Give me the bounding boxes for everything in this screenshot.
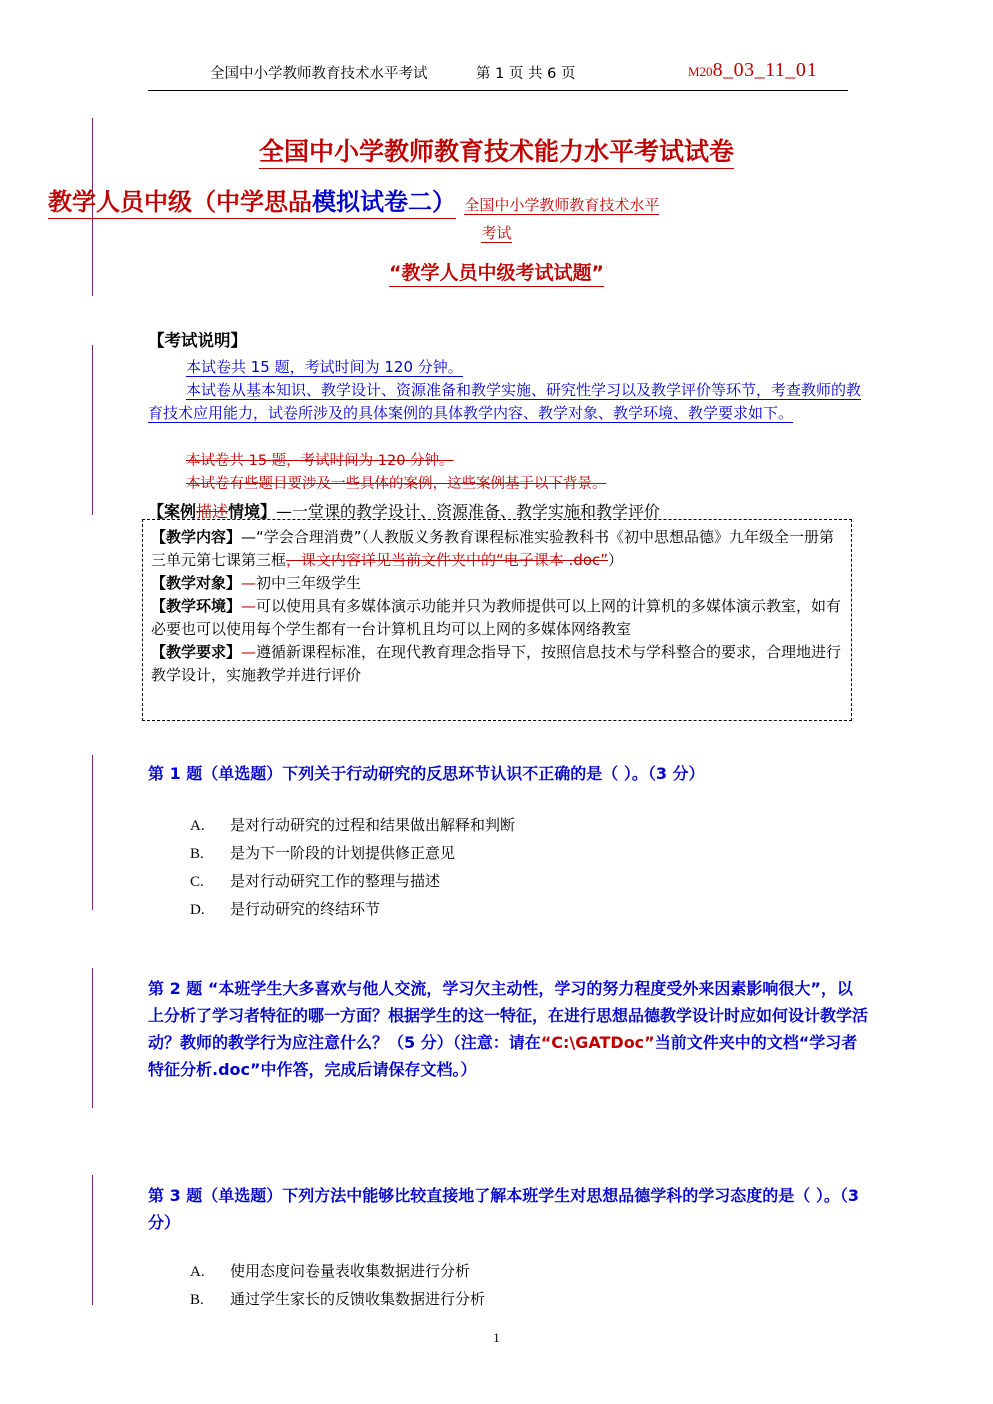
case-env-row <box>151 595 843 641</box>
subtitle-tail-second-line <box>0 222 993 243</box>
case-env-label: 【教学环境】 <box>151 597 242 615</box>
question-2-path: “C:\GATDoc” <box>540 1033 655 1052</box>
instructions-label: 【考试说明】 <box>148 331 247 350</box>
instructions-red-line-2 <box>148 473 868 495</box>
subtitle-line <box>48 182 948 217</box>
quoted-title <box>0 258 993 285</box>
header-rule <box>148 90 848 91</box>
header-code-main: 8_03_11_ <box>712 59 796 81</box>
list-item[interactable] <box>190 896 890 924</box>
case-req-dash: — <box>241 643 257 661</box>
case-object-label: 【教学对象】 <box>151 574 242 592</box>
case-content-row <box>151 526 843 572</box>
question-1-options <box>190 812 890 924</box>
instructions-blue-text-1: 本试卷共 15 题，考试时间为 120 分钟。 <box>186 358 463 376</box>
case-label-strikethrough: 描述 <box>196 502 229 521</box>
case-object-text: 初中三年级学生 <box>256 574 362 592</box>
case-content-text: —“学会合理消费”（人教版义务教育课程标准实验教科书《初中思想品德》九年级全一册第三单元第七课第三框 <box>151 528 835 569</box>
list-item[interactable] <box>190 1258 890 1286</box>
header-code-prefix: M20 <box>688 64 713 79</box>
case-env-dash: — <box>241 597 257 615</box>
option-text: 是行动研究的终结环节 <box>230 900 381 918</box>
question-3-text: 第 3 题（单选题）下列方法中能够比较直接地了解本班学生对思想品德学科的学习态度的是（ ）。（3 分） <box>148 1186 859 1232</box>
case-req-text: 遵循新课程标准，在现代教育理念指导下，按照信息技术与学科整合的要求，合理地进行教学设计，实施教学并进行评价 <box>151 643 842 684</box>
case-content-strike: ，课文内容详见当前文件夹中的“电子课本 .doc” <box>286 551 609 569</box>
list-item[interactable] <box>190 840 890 868</box>
header-code <box>688 59 818 82</box>
question-2-text-a: 第 2 题 “本班学生大多喜欢与他人交流，学习欠主动性，学习的努力程度受外来因素影响很大”，以上分析了学习者特征的哪一方面？根据学生的这一特征，在进行思想品德教学设计时应如何设计教学活动？教师的教学行为应注意什么？（5 分）（注意：请在 <box>148 979 869 1052</box>
case-req-row <box>151 641 843 687</box>
list-item[interactable] <box>190 868 890 896</box>
question-2-text-b: 当前文件夹中的文档“学习者特征分析.doc”中作答，完成后请保存文档。） <box>148 1033 858 1079</box>
case-dash: — <box>276 502 293 521</box>
list-item[interactable] <box>190 1286 890 1314</box>
subtitle-tail: 全国中小学教师教育技术水平 <box>464 196 660 214</box>
question-3-options <box>190 1258 890 1314</box>
option-label: D. <box>190 902 205 918</box>
header-code-tail: 01 <box>795 59 818 81</box>
case-env-text: 可以使用具有多媒体演示功能并只为教师提供可以上网的计算机的多媒体演示教室，如有必要也可以使用每个学生都有一台计算机且均可以上网的多媒体网络教室 <box>151 597 842 638</box>
case-object-row <box>151 572 843 595</box>
case-content-label: 【教学内容】 <box>151 528 242 546</box>
option-text: 是对行动研究的过程和结果做出解释和判断 <box>230 816 516 834</box>
page-header <box>148 59 848 92</box>
page-number: 1 <box>493 1330 500 1345</box>
case-text: 一堂课的教学设计、资源准备、教学实施和教学评价 <box>292 502 661 521</box>
changebar-q3 <box>92 1175 93 1305</box>
question-1 <box>148 760 868 787</box>
case-description-box <box>142 519 852 721</box>
changebar-instructions <box>92 345 93 515</box>
instructions-red-text-2: 本试卷有些题目要涉及一些具体的案例，这些案例基于以下背景。 <box>186 476 607 492</box>
quoted-title-text: “教学人员中级考试试题” <box>389 262 604 287</box>
subtitle-part1: 教学人员中级（中学思品 <box>48 188 312 219</box>
option-text: 使用态度问卷量表收集数据进行分析 <box>230 1262 471 1280</box>
instructions-blue-text-2: 本试卷从基本知识、教学设计、资源准备和教学实施、研究性学习以及教学评价等环节，考查教师的教育技术应用能力，试卷所涉及的具体案例的具体教学内容、教学对象、教学环境、教学要求如下。 <box>148 381 862 422</box>
changebar-q1 <box>92 755 93 910</box>
case-req-label: 【教学要求】 <box>151 643 242 661</box>
case-label-part1: 【案例 <box>148 502 197 521</box>
question-2 <box>148 975 868 1083</box>
option-label: A. <box>190 1264 205 1280</box>
case-label-part2: 情境】 <box>228 502 277 521</box>
subtitle-part2: 模拟试卷二） <box>312 188 456 219</box>
changebar-q2 <box>92 968 93 1108</box>
option-label: A. <box>190 818 205 834</box>
instructions-red-text-1: 本试卷共 15 题，考试时间为 120 分钟。 <box>186 453 454 469</box>
question-1-text: 第 1 题（单选题）下列关于行动研究的反思环节认识不正确的是（ ）。（3 分） <box>148 764 705 783</box>
case-content-close: ） <box>608 551 624 569</box>
header-page-indicator: 第 1 页 共 6 页 <box>476 66 576 82</box>
option-label: C. <box>190 874 204 890</box>
page-title-text: 全国中小学教师教育技术能力水平考试试卷 <box>259 137 734 169</box>
instructions-blue-line-1 <box>148 356 868 379</box>
option-text: 是为下一阶段的计划提供修正意见 <box>230 844 456 862</box>
page-title <box>0 132 993 168</box>
question-3 <box>148 1182 868 1236</box>
option-text: 是对行动研究工作的整理与描述 <box>230 872 441 890</box>
option-text: 通过学生家长的反馈收集数据进行分析 <box>230 1290 486 1308</box>
option-label: B. <box>190 846 204 862</box>
instructions-blue-line-2 <box>148 379 868 425</box>
option-label: B. <box>190 1292 204 1308</box>
instructions-red-line-1 <box>148 450 868 472</box>
subtitle-tail2: 考试 <box>481 224 512 242</box>
header-exam-name: 全国中小学教师教育技术水平考试 <box>210 66 428 82</box>
case-object-dash: — <box>241 574 257 592</box>
list-item[interactable] <box>190 812 890 840</box>
